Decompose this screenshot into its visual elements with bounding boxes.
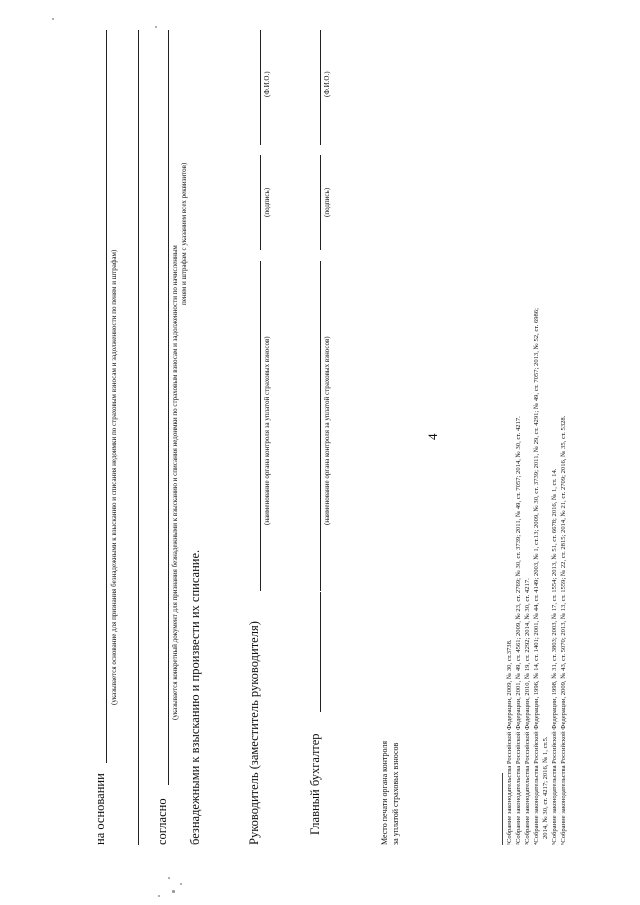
accountant-org-line [320, 261, 321, 591]
basis-underline-2 [138, 30, 139, 845]
agreement-label: согласно [155, 798, 169, 845]
page-number: 4 [425, 433, 440, 440]
scan-speck [168, 877, 170, 879]
footnote-separator [502, 773, 503, 845]
scan-speck [180, 883, 182, 885]
footnote-4-cont: 2014, № 30, ст. 4217; 2016, № 1, ст.5. [542, 736, 549, 839]
basis-label: на основании [93, 773, 107, 845]
agreement-underline [168, 30, 169, 785]
footnote-2: ²Собрание законодательства Российской Федерации, 2001, № 49, ст. 4561; 2009, № 23, ст. 2769; № 30, ст. 3739; 2011, № 49, ст. 7057; 2014, № 30, ст. 4217. [515, 416, 522, 845]
head-title: Руководитель (заместитель руководителя) [247, 621, 261, 845]
basis-underline [106, 30, 107, 763]
agreement-conclusion: безнадежными к взысканию и произвести их списание. [188, 549, 202, 845]
scan-speck [52, 18, 54, 20]
accountant-title: Главный бухгалтер [308, 733, 322, 835]
agreement-hint-line1: (указывается конкретный документ для признания безнадежными к взысканию и списания недоимки по страховым взносам и задолженности по начисленным [171, 245, 179, 720]
footnote-1: ¹Собрание законодательства Российской Федерации, 2009, № 30, ст.3738. [506, 639, 513, 845]
accountant-name-caption: (Ф.И.О.) [323, 71, 331, 97]
basis-hint: (указывается основание для признания безнадежными к взысканию и списания недоимки по страховым взносам и задолженности по пеням и штрафам) [110, 249, 118, 705]
accountant-sign-caption: (подпись) [323, 187, 331, 217]
accountant-org-caption: (наименование органа контроля за уплатой страховых взносов) [323, 336, 331, 525]
accountant-sign-line [320, 155, 321, 250]
footnote-3: ³Собрание законодательства Российской Федерации, 2010, № 19, ст. 2292; 2014, № 30, ст. 4217. [524, 578, 531, 845]
footnote-6: ⁶Собрание законодательства Российской Федерации, 2009, № 43, ст. 5070; 2013, № 13, ст. 1559; № 22, ст. 2815; 2014, № 21, ст. 2709; 2016, № 35, ст. 5328. [560, 415, 567, 845]
accountant-name-line [320, 30, 321, 145]
scan-speck [155, 26, 157, 28]
head-name-caption: (Ф.И.О.) [263, 71, 271, 97]
head-sign-line [260, 155, 261, 250]
footnote-4: ⁴Собрание законодательства Российской Федерации, 1996, № 14, ст. 1401; 2001, № 44, ст. 4149; 2003, № 1, ст.13; 2009, № 30, ст. 3739; 2011, № 29, ст. 4291; № 49, ст. 7057; 2013, № 52, ст. 6986; [533, 308, 540, 845]
scan-speck [172, 890, 175, 893]
head-org-caption: (наименование органа контроля за уплатой страховых взносов) [263, 336, 271, 525]
head-org-line [260, 261, 261, 591]
agreement-hint-line2: пеням и штрафам с указанием всех реквизитов) [180, 162, 188, 305]
head-sign-caption: (подпись) [263, 187, 271, 217]
head-name-line [260, 30, 261, 145]
seal-line1: Место печати органа контроля [380, 740, 389, 845]
scan-speck [158, 895, 160, 897]
footnote-5: ⁵Собрание законодательства Российской Федерации, 1998, № 31, ст. 3803; 2003, № 17, ст. 1554; 2013, № 51, ст. 6678; 2016, № 1, ст. 14. [551, 468, 558, 845]
accountant-short-line [320, 592, 321, 712]
seal-line2: за уплатой страховых взносов [391, 742, 400, 845]
